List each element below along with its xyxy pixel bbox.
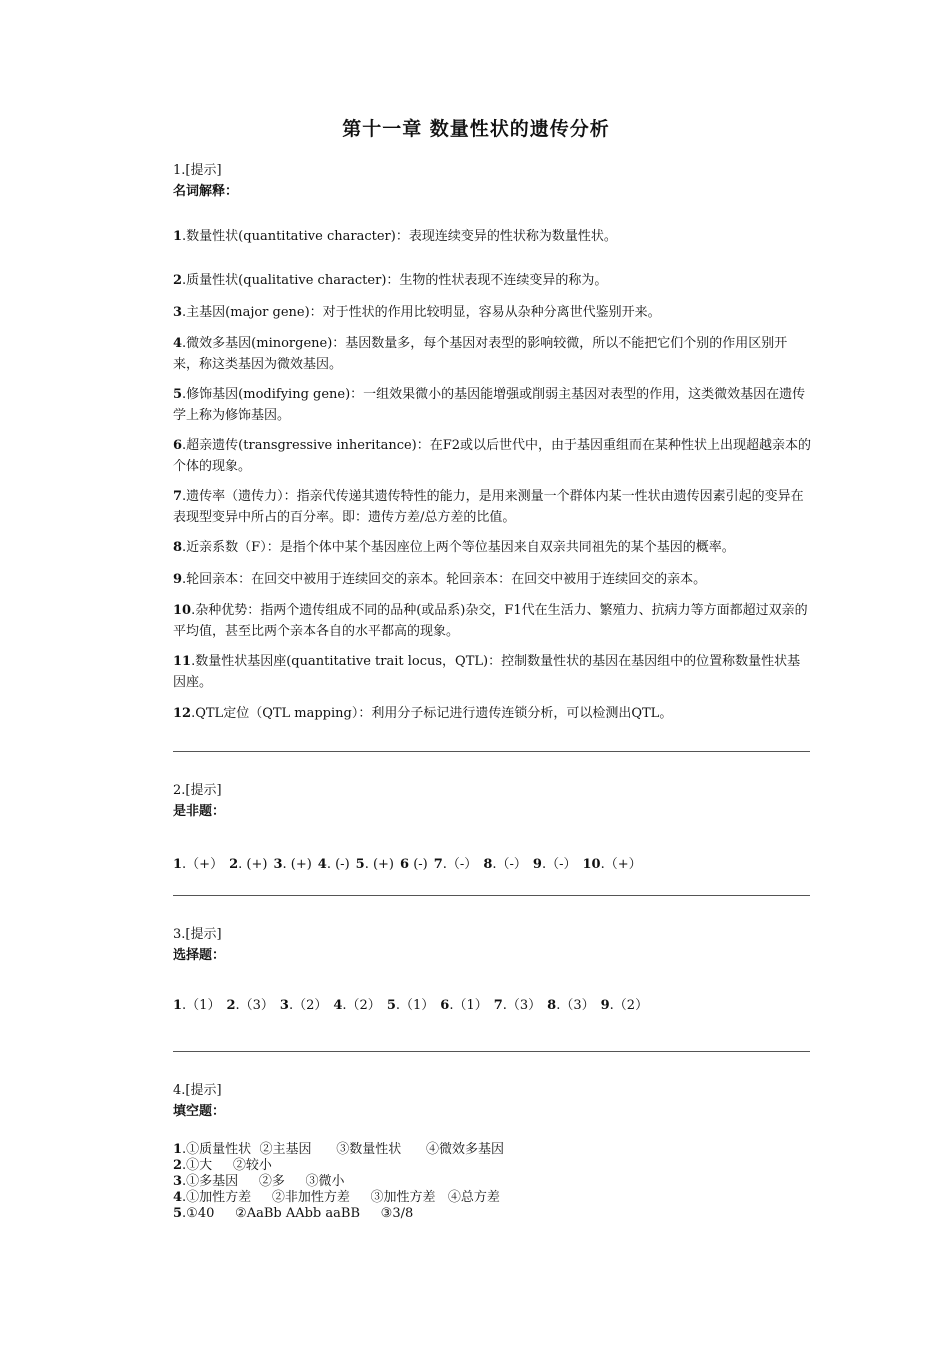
- definition-text: .微效多基因(minorgene)：基因数量多，每个基因对表型的影响较微，所以不能把它们个别的作用区别开来，称这类基因为微效基因。: [173, 336, 788, 372]
- fill-answer-line: 3.①多基因 ②多 ③微小: [173, 1174, 345, 1189]
- definition-text: .数量性状基因座(quantitative trait locus，QTL)：控制数量性状的基因在基因组中的位置称数量性状基因座。: [173, 654, 801, 690]
- definition-item: [173, 600, 813, 642]
- definition-text: .杂种优势：指两个遗传组成不同的品种(或品系)杂交，F1代在生活力、繁殖力、抗病力等方面都超过双亲的平均值，甚至比两个亲本各自的水平都高的现象。: [173, 603, 808, 639]
- definition-text: .QTL定位（QTL mapping）：利用分子标记进行遗传连锁分析，可以检测出QTL。: [191, 706, 673, 721]
- definition-item: [173, 384, 813, 426]
- definition-item: [173, 569, 813, 590]
- item-number: 3: [173, 305, 183, 320]
- definition-item: [173, 703, 813, 724]
- answer-item: 4.（2）: [333, 998, 381, 1013]
- answer-item: 5. (+): [355, 857, 395, 872]
- section-hint: 4.[提示]: [173, 1083, 222, 1098]
- chapter-title: 第十一章 数量性状的遗传分析: [342, 118, 610, 140]
- item-number: 5: [173, 387, 183, 402]
- fill-in-answers: [173, 1142, 813, 1222]
- section-1-header: [173, 160, 813, 202]
- answer-item: 1.（+）: [173, 857, 224, 872]
- definition-item: [173, 226, 813, 247]
- answer-item: 7.（3）: [493, 998, 542, 1013]
- fill-answer-line: 2.①大 ②较小: [173, 1158, 272, 1173]
- answer-item: 6 (-): [400, 857, 428, 872]
- definition-text: .数量性状(quantitative character)：表现连续变异的性状称为数量性状。: [182, 229, 617, 244]
- definition-text: .遗传率（遗传力）：指亲代传递其遗传特性的能力，是用来测量一个群体内某一性状由遗传因素引起的变异在表现型变异中所占的百分率。即：遗传方差/总方差的比值。: [173, 489, 804, 525]
- answer-item: 9.（2）: [600, 998, 649, 1013]
- answer-item: 8.（-）: [483, 857, 527, 872]
- section-divider: [173, 1051, 810, 1052]
- definition-item: [173, 486, 813, 528]
- fill-answer-line: 5.①40 ②AaBb AAbb aaBB ③3/8: [173, 1206, 414, 1221]
- answer-item: 3.（2）: [279, 998, 328, 1013]
- item-number: 11: [173, 654, 192, 669]
- definition-item: [173, 333, 813, 375]
- answer-item: 3. (+): [273, 857, 312, 872]
- answer-item: 2. (+): [229, 857, 268, 872]
- item-number: 2: [173, 273, 183, 288]
- definition-item: [173, 537, 813, 558]
- answer-item: 1.（1）: [173, 998, 221, 1013]
- answer-item: 10.（+）: [582, 857, 642, 872]
- answer-item: 9.（-）: [532, 857, 577, 872]
- item-number: 8: [173, 540, 183, 555]
- section-hint: 1.[提示]: [173, 163, 222, 178]
- true-false-answers: [173, 855, 813, 875]
- fill-answer-line: 1.①质量性状 ②主基因 ③数量性状 ④微效多基因: [173, 1142, 505, 1157]
- item-number: 6: [173, 438, 183, 453]
- item-number: 10: [173, 603, 192, 618]
- section-divider: [173, 751, 810, 752]
- section-hint: 3.[提示]: [173, 927, 222, 942]
- answer-item: 5.（1）: [386, 998, 435, 1013]
- definition-text: .轮回亲本：在回交中被用于连续回交的亲本。轮回亲本：在回交中被用于连续回交的亲本。: [182, 572, 707, 587]
- definition-item: [173, 435, 813, 477]
- answer-item: 6.（1）: [440, 998, 488, 1013]
- multiple-choice-answers: [173, 996, 813, 1016]
- item-number: 12: [173, 706, 192, 721]
- answer-item: 4. (-): [317, 857, 350, 872]
- section-heading: 是非题：: [173, 804, 226, 819]
- definition-text: .质量性状(qualitative character)：生物的性状表现不连续变异的称为。: [182, 273, 608, 288]
- definition-item: [173, 651, 813, 693]
- answer-item: 2.（3）: [226, 998, 274, 1013]
- item-number: 9: [173, 572, 183, 587]
- section-heading: 名词解释：: [173, 184, 239, 199]
- definition-text: .主基因(major gene)：对于性状的作用比较明显，容易从杂种分离世代鉴别开来。: [182, 305, 661, 320]
- section-2-header: [173, 780, 813, 822]
- section-3-header: [173, 924, 813, 966]
- definition-text: .修饰基因(modifying gene)：一组效果微小的基因能增强或削弱主基因对表型的作用，这类微效基因在遗传学上称为修饰基因。: [173, 387, 806, 423]
- section-hint: 2.[提示]: [173, 783, 222, 798]
- definition-text: .近亲系数（F）：是指个体中某个基因座位上两个等位基因来自双亲共同祖先的某个基因的概率。: [182, 540, 735, 555]
- section-heading: 填空题：: [173, 1104, 226, 1119]
- definition-item: [173, 302, 813, 323]
- section-4-header: [173, 1080, 813, 1122]
- item-number: 1: [173, 229, 183, 244]
- answer-item: 7.（-）: [433, 857, 478, 872]
- section-divider: [173, 895, 810, 896]
- fill-answer-line: 4.①加性方差 ②非加性方差 ③加性方差 ④总方差: [173, 1190, 500, 1205]
- answer-item: 8.（3）: [547, 998, 595, 1013]
- definition-text: .超亲遗传(transgressive inheritance)：在F2或以后世代中，由于基因重组而在某种性状上出现超越亲本的个体的现象。: [173, 438, 812, 474]
- definition-item: [173, 270, 813, 291]
- item-number: 7: [173, 489, 183, 504]
- section-heading: 选择题：: [173, 948, 226, 963]
- item-number: 4: [173, 336, 183, 351]
